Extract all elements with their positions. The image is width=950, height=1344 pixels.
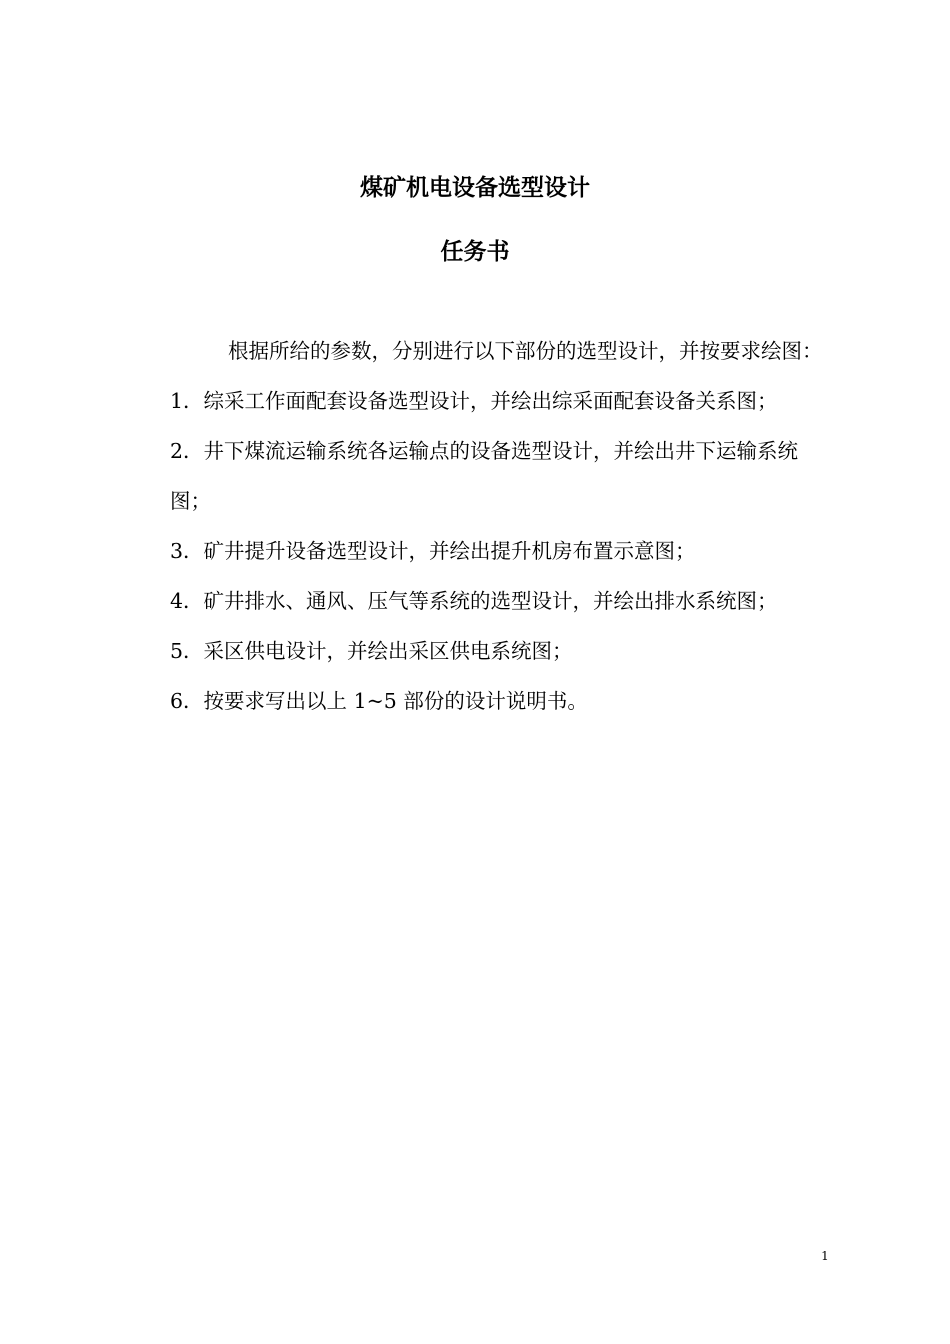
- task-item-number: 1．: [170, 389, 204, 413]
- document-subtitle: 任务书: [440, 238, 510, 265]
- task-item-3: [170, 526, 832, 576]
- task-item-number: 6．: [170, 689, 204, 713]
- task-item-1: [170, 376, 832, 426]
- task-item-text: 矿井排水、通风、压气等系统的选型设计，并绘出排水系统图；: [203, 589, 778, 613]
- task-item-text: 综采工作面配套设备选型设计，并绘出综采面配套设备关系图；: [203, 389, 778, 413]
- task-item-number: 5．: [170, 639, 204, 663]
- task-body: [170, 326, 832, 726]
- task-item-4: [170, 576, 832, 626]
- task-item-number: 3．: [170, 539, 204, 563]
- task-item-text: 井下煤流运输系统各运输点的设备选型设计，并绘出井下运输系统图；: [170, 439, 799, 513]
- page-number: 1: [821, 1249, 829, 1263]
- task-item-number: 2．: [170, 439, 204, 463]
- task-item-5: [170, 626, 832, 676]
- task-item-number: 4．: [170, 589, 204, 613]
- task-item-text: 采区供电设计，并绘出采区供电系统图；: [203, 639, 573, 663]
- task-item-text: 按要求写出以上 1~5 部份的设计说明书。: [203, 689, 588, 713]
- task-item-6: [170, 676, 832, 726]
- task-item-2: [170, 426, 832, 526]
- intro-paragraph: 根据所给的参数，分别进行以下部份的选型设计，并按要求绘图：: [228, 339, 823, 363]
- task-item-text: 矿井提升设备选型设计，并绘出提升机房布置示意图；: [203, 539, 696, 563]
- document-title: 煤矿机电设备选型设计: [360, 174, 590, 201]
